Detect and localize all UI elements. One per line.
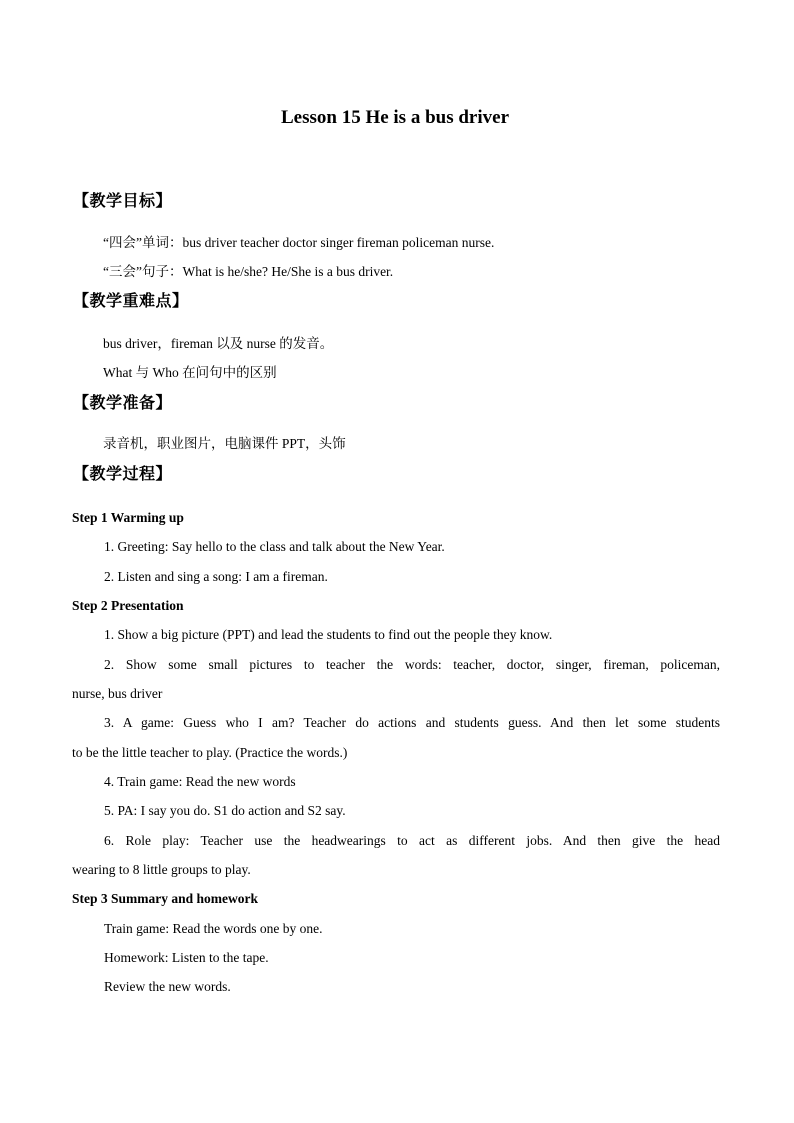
step-2-item-3: 3. A game: Guess who I am? Teacher do actions and students guess. And then let some students [104, 715, 720, 730]
step-2-item-4: 4. Train game: Read the new words [104, 774, 296, 789]
step-2-item-5: 5. PA: I say you do. S1 do action and S2 say. [104, 803, 346, 818]
step-2-item-3-continuation: to be the little teacher to play. (Practice the words.) [72, 745, 348, 760]
preparation-line-materials: 录音机，职业图片，电脑课件 PPT，头饰 [103, 436, 346, 451]
step-3-line-homework: Homework: Listen to the tape. [104, 950, 269, 965]
objectives-line-three-skills: “三会”句子：What is he/she? He/She is a bus driver. [103, 264, 394, 279]
page-title: Lesson 15 He is a bus driver [280, 107, 510, 128]
step-3-title: Step 3 Summary and homework [72, 891, 259, 906]
difficulties-line-what-who: What 与 Who 在问句中的区别 [103, 365, 277, 380]
step-3-line-review: Review the new words. [104, 979, 231, 994]
step-2-title: Step 2 Presentation [72, 598, 184, 613]
step-2-item-2: 2. Show some small pictures to teacher the words: teacher, doctor, singer, fireman, policeman, [104, 657, 720, 672]
step-2-item-6-continuation: wearing to 8 little groups to play. [72, 862, 251, 877]
step-2-item-6: 6. Role play: Teacher use the headwearings to act as different jobs. And then give the head [104, 833, 720, 848]
objectives-line-four-skills: “四会”单词：bus driver teacher doctor singer fireman policeman nurse. [103, 235, 495, 250]
step-1-item-greeting: 1. Greeting: Say hello to the class and talk about the New Year. [104, 539, 445, 554]
section-heading-preparation: 【教学准备】 [73, 393, 173, 412]
section-heading-objectives: 【教学目标】 [73, 191, 173, 210]
section-heading-process: 【教学过程】 [73, 464, 173, 483]
step-3-line-train-game: Train game: Read the words one by one. [104, 921, 323, 936]
difficulties-line-pronunciation: bus driver，fireman 以及 nurse 的发音。 [103, 336, 334, 351]
step-1-item-song: 2. Listen and sing a song: I am a fireman. [104, 569, 328, 584]
step-2-item-2-continuation: nurse, bus driver [72, 686, 163, 701]
section-heading-difficulties: 【教学重难点】 [73, 291, 189, 310]
step-1-title: Step 1 Warming up [72, 510, 184, 525]
step-2-item-1: 1. Show a big picture (PPT) and lead the students to find out the people they know. [104, 627, 553, 642]
